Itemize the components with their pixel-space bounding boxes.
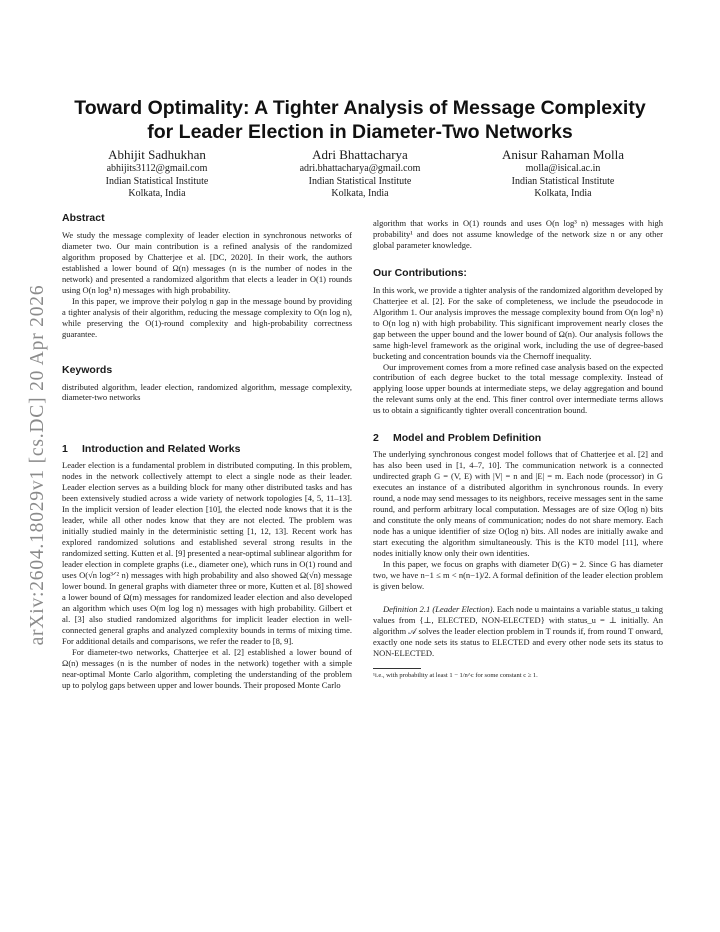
author-affiliation: Indian Statistical Institute	[511, 175, 615, 187]
author-2	[265, 147, 455, 201]
section-number: 2	[373, 432, 379, 445]
contributions-paragraph-1: In this work, we provide a tighter analysis of the randomized algorithm developed by Chatterjee et al. [2]. For the sake of completeness, we include the pseudocode in Algorithm 1. Our analysis improves the message complexity bound from O(n log³ n) to O(n log n) with high probability. This significant improvement nearly closes the gap between the upper bound and the lower bound of Ω(n). Our analysis follows the same high-level framework as the original work, including the use of degree-based bucketing and concentration bounds via the Chernoff inequality.	[373, 284, 663, 361]
section-number: 1	[62, 443, 68, 456]
right-column	[373, 218, 663, 680]
keywords-text: distributed algorithm, leader election, randomized algorithm, message complexity, diameter-two networks	[62, 381, 352, 403]
model-paragraph-1: The underlying synchronous congest model follows that of Chatterjee et al. [2] and has also been used in [1, 4–7, 10]. The communication network is a connected undirected graph G = (V, E) with |V| = n and |E| = m. Each node (processor) in G executes an instance of a distributed algorithm in synchronous rounds. In every round, a node may send messages to its neighbors, receive messages sent in the same round, and perform arbitrary local computation. Messages are of size O(log n) bits and constitute the only means of communication; nodes do not share memory. Each node has a unique identifier of size O(log n) bits. All nodes are initially awake and start executing the algorithm simultaneously. This is the KT0 model [11], where nodes initially know only their own identities.	[373, 449, 663, 558]
author-email[interactable]: molla@isical.ac.in	[525, 163, 601, 174]
author-3	[468, 147, 658, 201]
arxiv-identifier	[20, 255, 56, 675]
author-name: Anisur Rahaman Molla	[501, 147, 625, 162]
intro-paragraph-1: Leader election is a fundamental problem in distributed computing. In this problem, nodes in the network collectively attempt to elect a single node as their leader. Leader election serves as a building block for many other distributed tasks and has been extensively studied across a wide variety of network topologies [4, 5, 11–13]. In the implicit version of leader election [10], the elected node knows that it is the leader, while all other nodes know that they are not elected. The problem was initially studied mainly in the deterministic setting [1, 12, 13]. Recent work has explored randomized solutions and established several strong results in the randomized setting. Kutten et al. [9] presented a near-optimal sublinear algorithm for leader election in complete graphs (i.e., diameter one), which runs in O(1) round and uses O(√n log³ᐟ² n) messages with high probability and also showed Ω(√n) message lower bound. In general graphs with diameter three or more, Kutten et al. [8] showed a lower bound of Ω(m) messages for randomized leader election and also developed an algorithm which uses O(m log log n) messages with high probability. Gilbert et al. [3] also studied randomized algorithms for implicit leader election in well-connected general graphs and analyzed complexity bounds in terms of mixing time. For additional details and comparisons, we refer the reader to [8, 9].	[62, 460, 352, 646]
model-paragraph-2: In this paper, we focus on graphs with diameter D(G) = 2. Since G has diameter two, we have n−1 ≤ m < n(n−1)/2. A formal definition of the leader election problem is given below.	[373, 558, 663, 591]
abstract-paragraph-2: In this paper, we improve their polylog n gap in the message bound by providing a tighter analysis of their algorithm, reducing the message complexity to O(n log n), while preserving the O(1)-round complexity and high-probability correctness guarantee.	[62, 295, 352, 339]
author-block	[62, 147, 658, 201]
definition-leader-election	[373, 604, 663, 659]
footnote-divider	[373, 668, 421, 669]
author-location: Kolkata, India	[534, 188, 592, 199]
paper-title: Toward Optimality: A Tighter Analysis of Message Complexity for Leader Election in Diameter-Two Networks	[74, 97, 646, 143]
definition-label: Definition 2.1 (Leader Election).	[383, 603, 495, 614]
abstract-heading: Abstract	[62, 212, 105, 224]
definition-text: Each node u maintains a variable status_u taking values from {⊥, ELECTED, NON-ELECTED} with status_u = ⊥ initially. An algorithm 𝒜 solves the leader election problem in T rounds if, from round T onward, exactly one node sets its status to ELECTED and every other node sets its status to NON-ELECTED.	[373, 603, 663, 658]
author-name: Adri Bhattacharya	[312, 147, 408, 162]
author-1	[62, 147, 252, 201]
keywords-heading: Keywords	[62, 363, 113, 376]
author-location: Kolkata, India	[128, 188, 186, 199]
contributions-paragraph-2: Our improvement comes from a more refined case analysis based on the expected contribution of each degree bucket to the total message complexity. Instead of applying loose upper bounds at intermediate steps, we delay aggregation and bound the relevant sums only at the end. This finer control over intermediate terms allows us to obtain a significantly tighter overall concentration bound.	[373, 361, 663, 416]
author-email[interactable]: adri.bhattacharya@gmail.com	[299, 163, 421, 174]
section-2-heading	[373, 432, 663, 445]
author-affiliation: Indian Statistical Institute	[105, 175, 209, 187]
arxiv-identifier-text: arXiv:2604.18029v1 [cs.DC] 20 Apr 2026	[27, 284, 48, 646]
contributions-heading: Our Contributions:	[373, 266, 467, 279]
author-affiliation: Indian Statistical Institute	[308, 175, 412, 187]
section-title: Introduction and Related Works	[82, 443, 241, 456]
intro-paragraph-2: For diameter-two networks, Chatterjee et al. [2] established a lower bound of Ω(n) messages (n is the number of nodes in the network) together with a simple near-optimal Monte Carlo algorithm, completing the understanding of the problem up to polylog gaps between upper and lower bounds. Their proposed Monte Carlo	[62, 646, 352, 690]
section-title: Model and Problem Definition	[393, 432, 542, 445]
intro-continuation: algorithm that works in O(1) rounds and uses O(n log³ n) messages with high probability¹ and does not assume knowledge of the network size n or any other global parameter knowledge.	[373, 218, 663, 250]
section-1-heading	[62, 443, 352, 456]
left-column	[62, 212, 352, 690]
footnote: ¹i.e., with probability at least 1 − 1/n^c for some constant c ≥ 1.	[373, 672, 538, 680]
author-location: Kolkata, India	[331, 188, 389, 199]
author-name: Abhijit Sadhukhan	[108, 147, 206, 162]
author-email[interactable]: abhijits3112@gmail.com	[106, 163, 208, 174]
abstract-paragraph-1: We study the message complexity of leader election in synchronous networks of diameter two. Our main contribution is a refined analysis of the randomized algorithm proposed by Chatterjee et al. [DC, 2020]. In their work, the authors established a lower bound of Ω(n) messages (n is the number of nodes in the network) and presented a randomized algorithm that elects a leader in O(1) rounds using O(n log³ n) messages with high probability.	[62, 230, 352, 295]
